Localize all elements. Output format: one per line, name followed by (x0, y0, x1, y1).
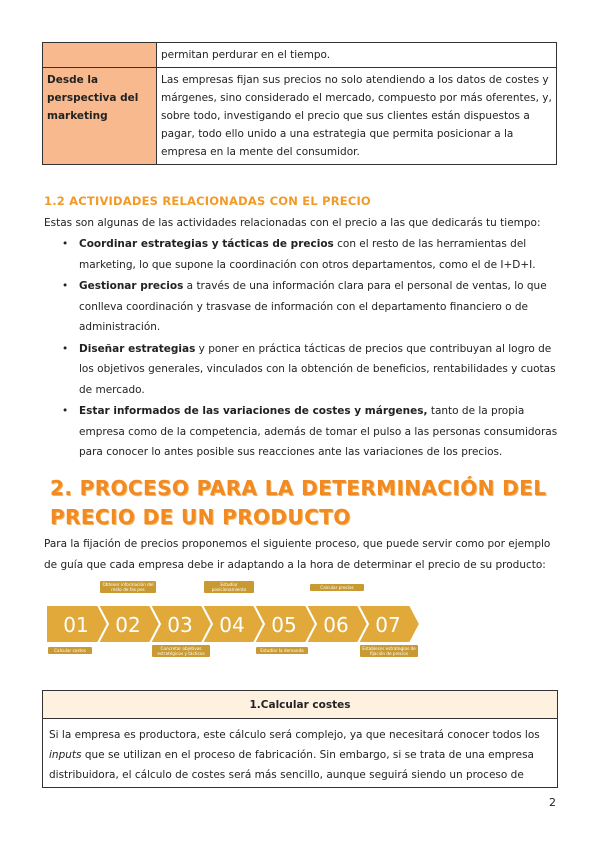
activities-list (62, 234, 562, 464)
item-text: y poner en práctica tácticas de precios que contribuyan al logro de los objetivos generales, vinculados con la obtención de beneficios, rentabilidades y cuotas de mercado. (79, 342, 556, 396)
step-number: 06 (323, 613, 349, 637)
box-body-part1: Si la empresa es productora, este cálculo será complejo, ya que necesitará conocer todos los (49, 729, 540, 741)
item-bold: Gestionar precios (79, 280, 184, 292)
step-label-06: Calcular precios (310, 584, 364, 591)
list-item (62, 276, 562, 338)
item-text: a través de una información clara para el personal de ventas, lo que conlleva coordinación y trasvase de información con el departamento financiero o de administración. (79, 280, 547, 333)
item-bold: Diseñar estrategias (79, 342, 196, 355)
section-intro: Estas son algunas de las actividades relacionadas con el precio a las que dedicarás tu tiempo: (44, 217, 541, 229)
step-number: 05 (271, 613, 297, 637)
section-intro-2: Para la fijación de precios proponemos el siguiente proceso, que puede servir como por ejemplo de guía que cada empresa debe ir adaptando a la hora de determinar el precio de su producto: (44, 538, 551, 571)
step-number: 03 (167, 613, 193, 637)
step-number: 02 (115, 613, 141, 637)
item-bold: Coordinar estrategias y tácticas de precios (79, 238, 334, 250)
row-text: permitan perdurar en el tiempo. (157, 43, 557, 68)
row-label-empty (43, 43, 157, 68)
step-label-07: Establecer estrategias de fijación de precios (360, 645, 418, 657)
list-item (62, 339, 562, 401)
definitions-table (42, 42, 557, 165)
step-number: 04 (219, 613, 245, 637)
step-number: 07 (375, 613, 401, 637)
calcular-costes-box (42, 690, 558, 788)
list-item (62, 401, 562, 463)
process-diagram (44, 578, 424, 664)
row-text: Las empresas fijan sus precios no solo atendiendo a los datos de costes y márgenes, sino considerado el mercado, compuesto por más oferentes, y, sobre todo, investigando el precio que sus clientes están dispuestos a pagar, todo ello unido a una estrategia que permita posicionar a la empresa en la mente del consumidor. (157, 68, 557, 165)
section-heading-1-2: 1.2 ACTIVIDADES RELACIONADAS CON EL PRECIO (44, 194, 371, 208)
table-row (43, 68, 557, 165)
item-text: con el resto de las herramientas del marketing, lo que supone la coordinación con otros departamentos, como el de I+D+I. (79, 238, 536, 271)
step-label-02: Obtener información del resto de fas pes (100, 581, 156, 593)
list-item (62, 234, 562, 275)
box-title: 1.Calcular costes (43, 691, 557, 719)
item-text: tanto de la propia empresa como de la competencia, además de tomar el pulso a las personas consumidoras para conocer lo antes posible sus reacciones ante las variaciones de los precios. (79, 405, 558, 458)
step-label-04: Estudiar posicionamiento (204, 581, 254, 593)
item-bold: Estar informados de las variaciones de costes y márgenes, (79, 405, 428, 417)
row-label: Desde la perspectiva del marketing (43, 68, 157, 165)
box-body-italic: inputs (49, 749, 82, 761)
section-heading-2: 2. PROCESO PARA LA DETERMINACIÓN DEL PRECIO DE UN PRODUCTO (50, 476, 547, 529)
box-body (43, 719, 557, 791)
box-body-part2: que se utilizan en el proceso de fabricación. Sin embargo, si se trata de una empresa distribuidora, el cálculo de costes será más sencillo, aunque seguirá siendo un proceso de (49, 749, 534, 781)
step-label-01: Calcular costes (48, 647, 92, 654)
step-label-03: Concretar objetivos estratégicos y tácticos (152, 645, 210, 657)
table-row (43, 43, 557, 68)
step-number: 01 (63, 613, 89, 637)
step-label-05: Estudiar la demanda (256, 647, 308, 654)
page-number: 2 (549, 796, 556, 809)
